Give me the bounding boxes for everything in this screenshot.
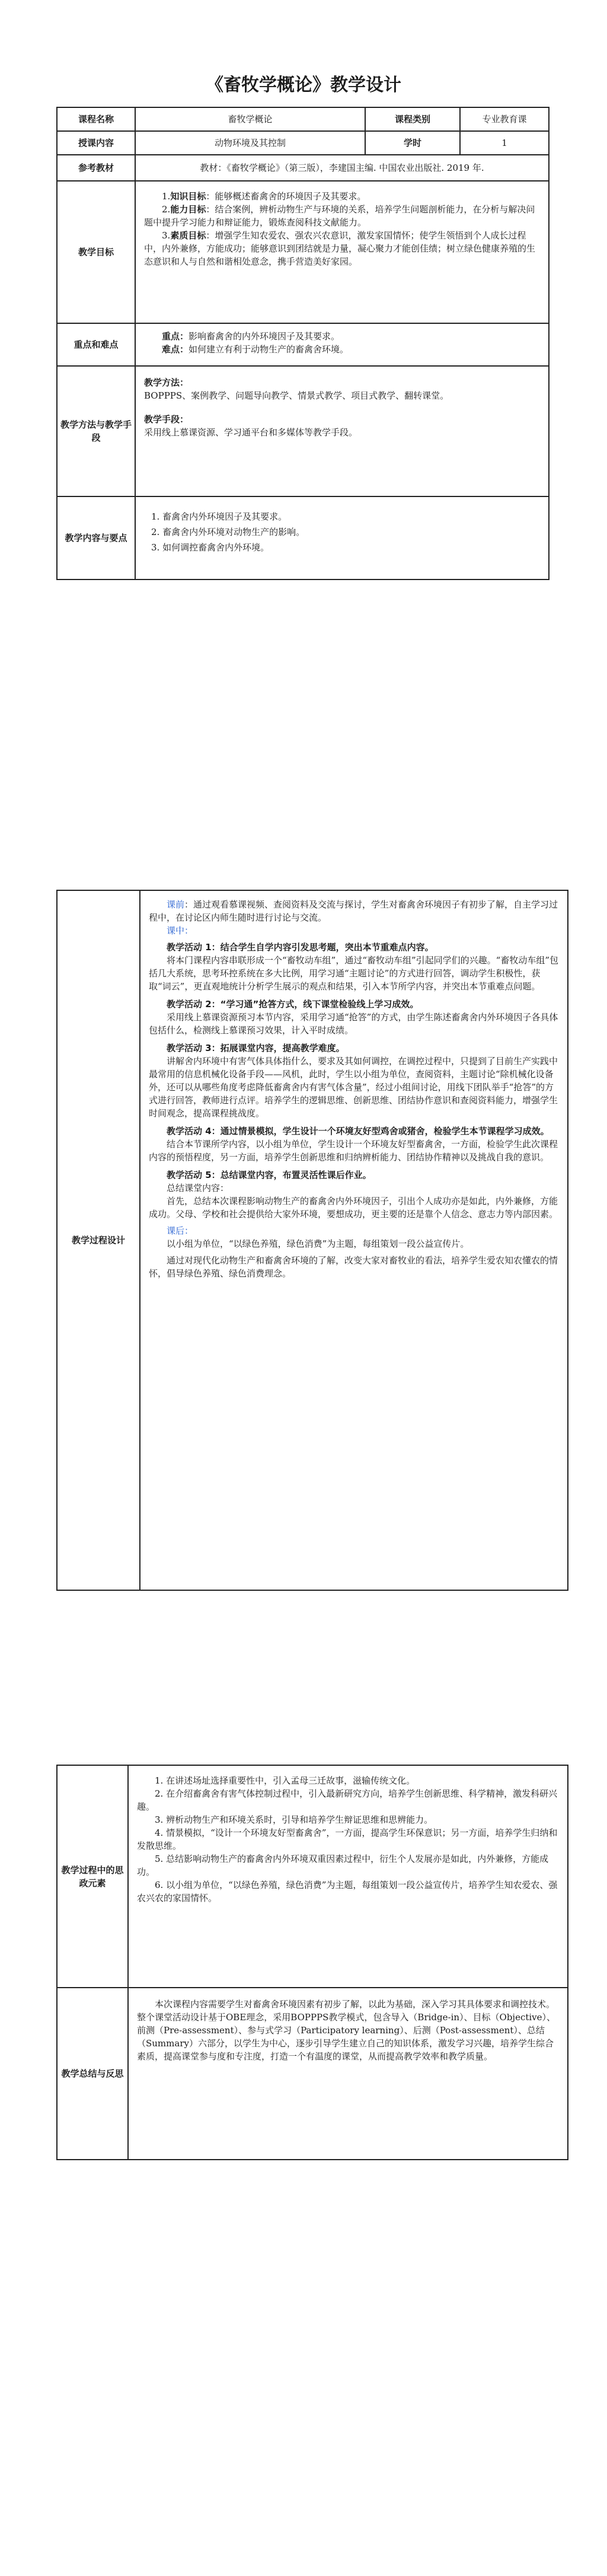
course-value: 畜牧学概论 [135,107,365,131]
means-head: 教学手段： [144,414,189,425]
goal-head: 能力目标 [170,204,206,215]
category-label: 课程类别 [365,107,460,131]
method-cell [135,366,549,496]
goal-item [144,229,540,268]
process-cell [140,890,568,1590]
info-table [56,107,550,580]
post-colon: ： [184,1225,194,1236]
goal-num: 1. [162,191,171,202]
ref-label: 参考教材 [57,155,135,181]
pre-text: ：通过观看慕课视频、查阅资料及交流与探讨，学生对畜禽舍环境因子有初步了解，自主学习过程中，在讨论区内师生随时进行讨论与交流。 [149,899,558,923]
post-text-2: 通过对现代化动物生产和畜禽舍环境的了解，改变大家对畜牧业的看法，培养学生爱农知农懂农的情怀，倡导绿色养殖、绿色消费理念。 [149,1255,558,1279]
activity-head: 教学活动 2：“学习通”抢答方式，线下课堂检验线上学习成效。 [167,999,419,1010]
key-cell [135,323,549,366]
ideo-item: 4. 情景模拟，“设计一个环境友好型畜禽舍”，一方面，提高学生环保意识；另一方面，培养学生归纳和发散思维。 [137,1827,558,1851]
ideo-item: 2. 在介绍畜禽舍有害气体控制过程中，引入最新研究方向，培养学生创新思维、科学精神，激发科研兴趣。 [137,1788,558,1812]
category-value: 专业教育课 [460,107,549,131]
key-head: 重点： [162,331,189,342]
content-point: 2. 畜禽舍内外环境对动物生产的影响。 [151,527,305,537]
key-point [144,343,540,356]
key-point [144,330,540,343]
goal-text: ：增强学生知农爱农、强农兴农意识，激发家国情怀；使学生领悟到个人成长过程中，内外兼修，方能成功；能够意识到团结就是力量，凝心聚力才能创佳绩；树立绿色健康养殖的生态意识和人与自然和谐相处意念，携手营造美好家园。 [144,230,536,267]
activity-text: 结合本节课所学内容，以小组为单位，学生设计一个环境友好型畜禽舍，一方面，检验学生此次课程内容的预悟程度，另一方面，培养学生创新思维和归纳辨析能力、团结协作精神以及挑战自我的意识。 [149,1139,558,1163]
course-label: 课程名称 [57,107,135,131]
activity-text: 讲解舍内环境中有害气体具体指什么，要求及其如何调控，在调控过程中，只提到了目前生产实践中最常用的信息机械化设备手段——风机，此时，学生以小组为单位，查阅资料，主题讨论“除机械化设备外，还可以从哪些角度考虑降低畜禽舍内有害气体含量”，经过小组间讨论，用线下团队举手“抢答”的方式进行回答，教师进行点评。培养学生的逻辑思维、创新思维、团结协作意识和查阅资料能力，增强学生时间观念，提高课程挑战度。 [149,1056,558,1119]
ideo-cell [128,1765,568,1988]
in-colon: ： [184,925,194,936]
in-class [149,924,559,937]
hours-label: 学时 [365,131,460,155]
reflection-table [56,1765,568,2160]
in-head: 课中 [167,925,185,936]
ideo-item: 3. 辨析动物生产和环境关系时，引导和培养学生辩证思维和思辨能力。 [155,1814,433,1825]
goal-head: 素质目标 [170,230,206,241]
reflect-text: 本次课程内容需要学生对畜禽舍环境因素有初步了解，以此为基础，深入学习其具体要求和调控技术。整个课堂活动设计基于OBE理念，采用BOPPPS教学模式，包含导入（Bridge-in）、目标（Objective）、前测（Pre-assessment）、参与式学习（Participatory learning）、后测（Post-assessment）、总结（Summary）六部分，以学生为中心，逐步引导学生建立自己的知识体系，激发学习兴趣，培养学生综合素质，提高课堂参与度和专注度，打造一个有温度的课堂，从而提高教学效率和教学质量。 [137,1999,556,2062]
method-head: 教学方法： [144,377,189,388]
reflect-label: 教学总结与反思 [57,1988,128,2160]
ideo-item: 6. 以小组为单位，“以绿色养殖，绿色消费”为主题，每组策划一段公益宣传片，培养学生知农爱农、强农兴农的家国情怀。 [137,1880,558,1903]
content-point: 1. 畜禽舍内外环境因子及其要求。 [151,511,287,522]
goal-label: 教学目标 [57,181,135,323]
activity-text: 将本门课程内容串联形成一个“畜牧动车组”，通过“畜牧动车组”引起同学们的兴趣。“畜牧动车组”包括几大系统，思考环控系统在多大比例，用学习通“主题讨论”的方式进行回答，调动学生积极性，获取“词云”，更直观地统计分析学生展示的观点和结果，引入本节所学内容，并突出本节重难点问题。 [149,955,559,992]
ideo-item: 5. 总结影响动物生产的畜禽舍内外环境双重因素过程中，衍生个人发展亦是如此，内外兼修，方能成功。 [137,1854,549,1877]
goal-text: ：结合案例，辨析动物生产与环境的关系，培养学生问题剖析能力，在分析与解决问题中提升学习能力和辩证能力，锻炼查阅科技文献能力。 [144,204,535,228]
pre-class [149,898,559,924]
summary-text: 首先，总结本次课程影响动物生产的畜禽舍内外环境因子，引出个人成功亦是如此，内外兼修，方能成功。父母、学校和社会提供给大家外环境，要想成功，更主要的还是靠个人信念、意志力等内部因素。 [149,1196,558,1219]
key-label: 重点和难点 [57,323,135,366]
content-points-label: 教学内容与要点 [57,496,135,579]
method-label: 教学方法与教学手段 [57,366,135,496]
goal-num: 2. [162,204,171,215]
summary-title: 总结课堂内容： [167,1183,229,1193]
hours-value: 1 [460,131,549,155]
activity-head: 教学活动 4：通过情景模拟，学生设计一个环境友好型鸡舍或猪舍，检验学生本节课程学习成效。 [167,1126,550,1136]
activity-text: 采用线上慕课资源预习本节内容，采用学习通“抢答”的方式，由学生陈述畜禽舍内外环境因子各具体包括什么，检测线上慕课预习效果，计入平时成绩。 [149,1012,558,1036]
reflect-cell [128,1988,568,2160]
process-table [56,890,568,1591]
goal-num: 3. [162,230,171,241]
means-text: 采用线上慕课资源、学习通平台和多媒体等教学手段。 [144,427,358,438]
content-label: 授课内容 [57,131,135,155]
activity-head: 教学活动 1：结合学生自学内容引发思考题，突出本节重难点内容。 [167,942,434,953]
key-text: 影响畜禽舍的内外环境因子及其要求。 [189,331,340,342]
activity-head: 教学活动 5：总结课堂内容，布置灵活性课后作业。 [167,1170,372,1180]
activity-head: 教学活动 3：拓展课堂内容，提高教学难度。 [167,1043,345,1053]
content-value: 动物环境及其控制 [135,131,365,155]
ideo-item: 1. 在讲述场址选择重要性中，引入孟母三迁故事，滋输传统文化。 [155,1775,416,1786]
ideo-label: 教学过程中的思政元素 [57,1765,128,1988]
content-points-cell [135,496,549,579]
page-title: 《畜牧学概论》教学设计 [206,75,401,95]
pre-head: 课前 [167,899,185,910]
key-head: 难点： [162,344,189,355]
content-point: 3. 如何调控畜禽舍内外环境。 [151,542,270,553]
post-text: 以小组为单位，“以绿色养殖，绿色消费”为主题，每组策划一段公益宣传片。 [167,1238,469,1249]
goal-head: 知识目标 [170,191,206,202]
key-text: 如何建立有利于动物生产的畜禽舍环境。 [189,344,349,355]
goal-item [144,190,540,203]
process-label: 教学过程设计 [57,890,140,1590]
goal-item [144,203,540,229]
method-text: BOPPPS、案例教学、问题导向教学、情景式教学、项目式教学、翻转课堂。 [144,390,449,401]
goal-text: ：能够概述畜禽舍的环境因子及其要求。 [206,191,366,202]
post-head: 课后 [167,1225,185,1236]
ref-value: 教材：《畜牧学概论》（第三版），李建国主编. 中国农业出版社. 2019 年. [135,155,549,181]
post-class [149,1224,559,1237]
goal-cell [135,181,549,323]
